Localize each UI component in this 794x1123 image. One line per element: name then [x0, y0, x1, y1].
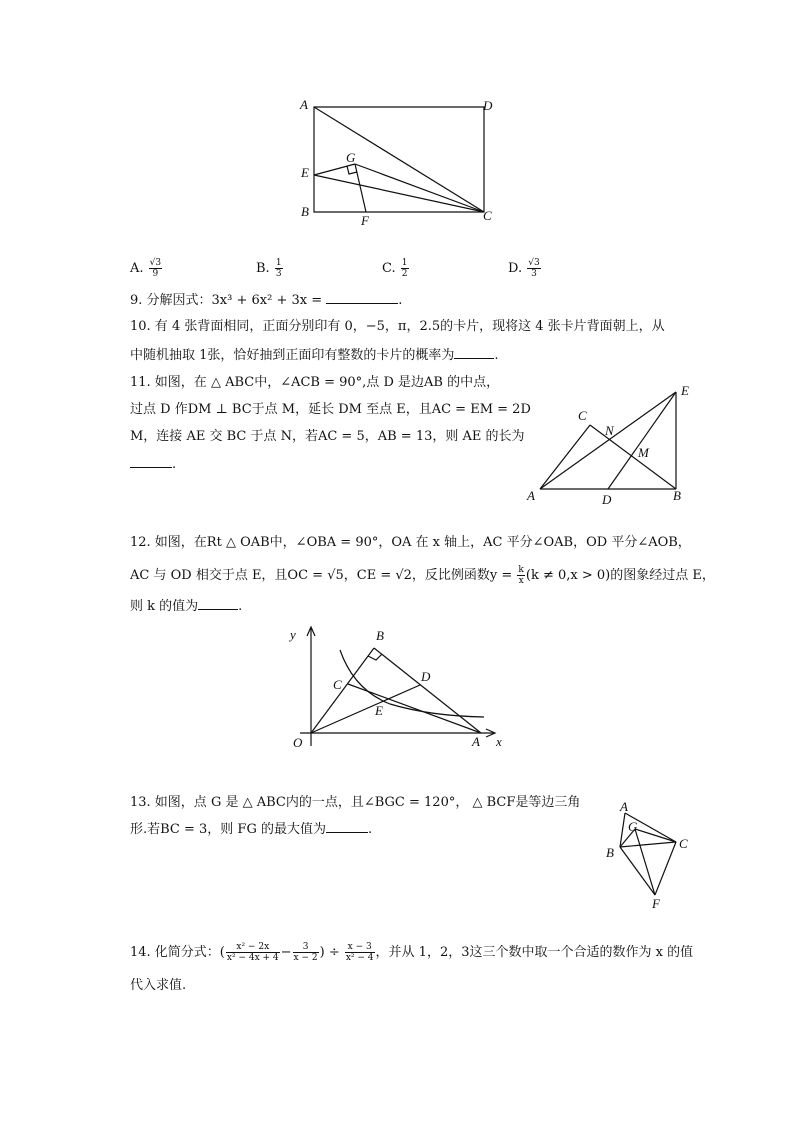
q14-line1: 14. 化简分式：( $\frac{\text{x² − 2x}}{\text{x² − 4x + 4}}$ − $\frac{3}{x - 2}$ ) ÷ $\frac{x - 3}{\text{x² − 4}}$ ，并从 1，2，3这三个数中取一个合适的数作为 x 的值: [130, 942, 694, 963]
q11-line4: .: [130, 455, 176, 474]
q13-line2: 形.若BC = 3，则 FG 的最大值为 .: [130, 822, 373, 837]
label-G: G: [346, 150, 356, 165]
label-x: x: [496, 734, 502, 749]
seg-ac: [540, 425, 590, 489]
label-D: D: [602, 492, 612, 507]
choice-d: D. $\frac{√3}{3}$: [508, 258, 540, 279]
seg-gf: [635, 829, 655, 895]
label-F: F: [361, 213, 369, 228]
seg-bc: [620, 842, 676, 847]
label-A: A: [300, 97, 308, 112]
q12-line2: AC 与 OD 相交于点 E，且OC = √5，CE = √2，反比例函数y = $\frac{k}{x}$ (k ≠ 0,x > 0)的图象经过点 E，: [130, 565, 715, 586]
label-B: B: [606, 845, 614, 860]
choice-a: A. $\frac{√3}{9}$: [130, 258, 162, 279]
diag-ac: [314, 107, 484, 212]
label-M: M: [638, 445, 649, 460]
seg-bf: [620, 847, 655, 895]
label-E: E: [375, 703, 383, 718]
q13-answer-blank: [326, 820, 368, 833]
label-C: C: [483, 208, 492, 223]
label-D: D: [421, 669, 431, 684]
label-N: N: [605, 423, 614, 438]
q12-answer-blank: [198, 597, 238, 610]
q10-line1: 10. 有 4 张背面相同，正面分别印有 0，−5，π，2.5的卡片，现将这 4 张卡片背面朝上，从: [130, 319, 665, 334]
q12-line1: 12. 如图，在Rt △ OAB中，∠OBA = 90°，OA 在 x 轴上，AC 平分∠OAB，OD 平分∠AOB，: [130, 535, 691, 550]
label-G: G: [628, 819, 638, 834]
choice-b: B. $\frac{1}{3}$: [256, 258, 282, 279]
label-E: E: [681, 383, 689, 398]
seg-ba: [374, 648, 481, 733]
figure-q13: [598, 798, 702, 910]
seg-gf: [355, 164, 366, 212]
label-B: B: [376, 628, 384, 643]
label-B: B: [301, 204, 309, 219]
figure-q12: [280, 620, 510, 755]
q13-line1: 13. 如图，点 G 是 △ ABC内的一点，且∠BGC = 120°， △ BCF是等边三角: [130, 795, 581, 810]
seg-od: [311, 685, 420, 733]
seg-cb: [590, 425, 676, 489]
figure-rectangle: [290, 95, 510, 230]
q12-line3: 则 k 的值为 .: [130, 599, 243, 614]
label-C: C: [333, 677, 342, 692]
q11-line3: M，连接 AE 交 BC 于点 N，若AC = 5，AB = 13，则 AE 的长为: [130, 429, 525, 444]
q10-answer-blank: [454, 346, 494, 359]
q9-answer-blank: [326, 291, 398, 304]
q11-answer-blank: [130, 455, 172, 468]
q11-line2: 过点 D 作DM ⊥ BC于点 M，延长 DM 至点 E，且AC = EM = 2D: [130, 402, 531, 417]
figure-q11: [520, 380, 700, 510]
seg-cf: [655, 842, 676, 895]
label-F: F: [652, 896, 660, 910]
label-O: O: [293, 735, 303, 750]
label-C: C: [679, 836, 688, 851]
label-A: A: [620, 799, 628, 814]
label-A: A: [472, 734, 480, 749]
seg-de: [608, 392, 676, 489]
label-y: y: [290, 627, 296, 642]
label-C: C: [578, 408, 587, 423]
label-A: A: [527, 488, 535, 503]
q11-line1: 11. 如图，在 △ ABC中，∠ACB = 90°,点 D 是边AB 的中点，: [130, 375, 500, 390]
right-angle-mark: [368, 654, 382, 660]
q14-line2: 代入求值.: [130, 978, 187, 993]
choice-c: C. $\frac{1}{2}$: [382, 258, 408, 279]
label-D: D: [483, 98, 493, 113]
q10-line2: 中随机抽取 1张，恰好抽到正面印有整数的卡片的概率为 .: [130, 348, 499, 363]
label-E: E: [301, 165, 309, 180]
q9-line: 9. 分解因式：3x³ + 6x² + 3x = .: [130, 293, 403, 308]
label-B: B: [673, 488, 681, 503]
